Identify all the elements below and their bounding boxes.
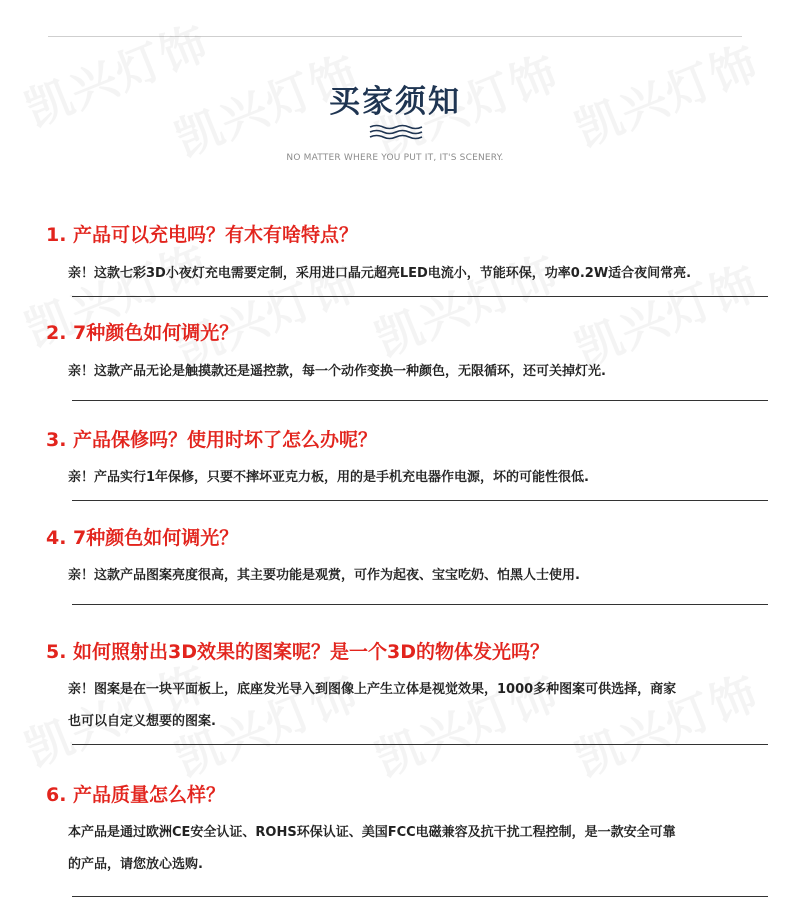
faq-divider [72, 604, 768, 605]
faq-answer: 也可以自定义想要的图案. [68, 714, 216, 729]
faq-divider [72, 400, 768, 401]
watermark-text [365, 656, 568, 789]
faq-answer: 亲！这款产品图案亮度很高，其主要功能是观赏，可作为起夜、宝宝吃奶、怕黑人士使用. [68, 568, 580, 583]
faq-answer: 亲！这款产品无论是触摸款还是遥控款，每一个动作变换一种颜色，无限循环，还可关掉灯光. [68, 364, 606, 379]
faq-answer: 本产品是通过欧洲CE安全认证、ROHS环保认证、美国FCC电磁兼容及抗干扰工程控制，是一款安全可靠 [68, 825, 676, 840]
faq-divider [72, 744, 768, 745]
faq-question: 1. 产品可以充电吗？有木有啥特点？ [46, 224, 359, 246]
faq-divider [72, 500, 768, 501]
wave-ornament-icon [369, 124, 423, 140]
faq-answer: 亲！图案是在一块平面板上，底座发光导入到图像上产生立体是视觉效果，1000多种图案可供选择，商家 [68, 682, 677, 697]
faq-question: 6. 产品质量怎么样？ [46, 784, 226, 806]
faq-answer: 亲！这款七彩3D小夜灯充电需要定制，采用进口晶元超亮LED电流小，节能环保，功率0.2W适合夜间常亮. [68, 266, 692, 281]
page-subtitle: NO MATTER WHERE YOU PUT IT, IT'S SCENERY. [286, 153, 504, 163]
faq-question: 4. 7种颜色如何调光？ [46, 527, 239, 549]
faq-divider [72, 296, 768, 297]
faq-question: 3. 产品保修吗？使用时坏了怎么办呢？ [46, 429, 378, 451]
page-title: 买家须知 [329, 84, 461, 120]
faq-question: 5. 如何照射出3D效果的图案呢？是一个3D的物体发光吗？ [46, 641, 550, 663]
top-divider [48, 36, 742, 37]
watermark-text [565, 656, 768, 789]
watermark-text [365, 236, 568, 369]
faq-divider [72, 896, 768, 897]
faq-question: 2. 7种颜色如何调光？ [46, 322, 239, 344]
faq-answer: 的产品，请您放心选购. [68, 857, 203, 872]
faq-answer: 亲！产品实行1年保修，只要不摔坏亚克力板，用的是手机充电器作电源，坏的可能性很低. [68, 470, 589, 485]
